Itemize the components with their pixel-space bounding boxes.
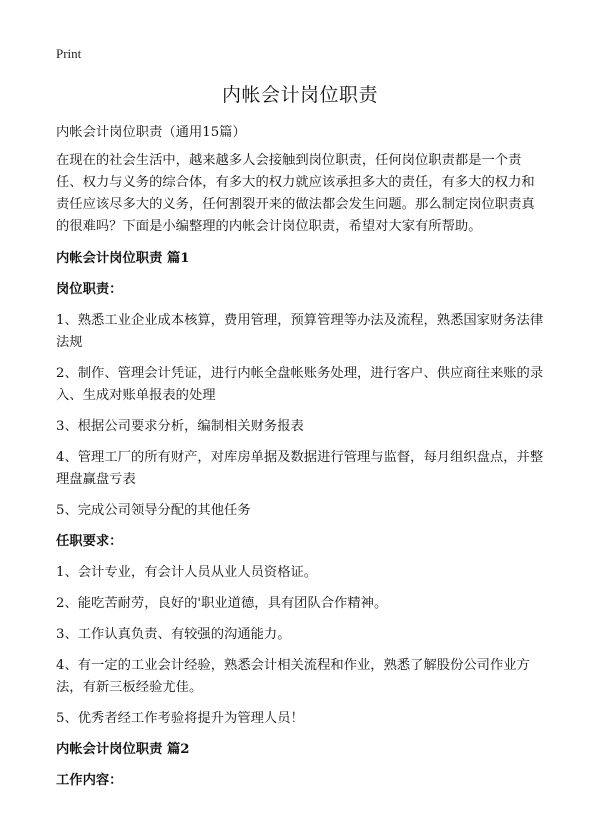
list-item-number: 4 、 bbox=[56, 450, 78, 465]
work-content-heading: 工作内容： bbox=[56, 773, 123, 788]
document-title: 内帐会计岗位职责 bbox=[221, 84, 378, 106]
requirements-list bbox=[56, 562, 546, 730]
list-item bbox=[56, 624, 546, 646]
intro-paragraph: 在现在的社会生活中，越来越多人会接触到岗位职责，任何岗位职责都是一个责任、权力与义务的综合体，有多大的权力就应该承担多大的责任，有多大的权力和责任应该尽多大的义务，任何割裂开来的做法都会发生问题。那么制定岗位职责真的很难吗？下面是小编整理的内帐会计岗位职责，希望对大家有所帮助。 bbox=[56, 153, 535, 234]
document-subtitle: 内帐会计岗位职责（通用15篇） bbox=[56, 125, 246, 140]
article-heading-1: 内帐会计岗位职责 篇1 bbox=[56, 251, 190, 266]
list-item bbox=[56, 363, 546, 407]
list-item-number: 3 、 bbox=[56, 419, 78, 434]
article-heading-2: 内帐会计岗位职责 篇2 bbox=[56, 742, 190, 757]
list-item bbox=[56, 593, 546, 615]
document-body bbox=[56, 122, 546, 801]
list-item-text: 完成公司领导分配的其他任务 bbox=[77, 503, 251, 518]
list-item-text: 制作、管理会计凭证，进行内帐全盘帐账务处理，进行客户、供应商往来账的录入、生成对账单报表的处理 bbox=[56, 366, 544, 403]
duties-heading: 岗位职责： bbox=[56, 282, 123, 297]
list-item-number: 5 、 bbox=[56, 503, 78, 518]
list-item bbox=[56, 310, 546, 354]
requirements-heading: 任职要求： bbox=[56, 534, 123, 549]
list-item bbox=[56, 655, 546, 699]
list-item-text: 能吃苦耐劳，良好的'职业道德，具有团队合作精神。 bbox=[77, 596, 388, 611]
list-item bbox=[56, 447, 546, 491]
print-label: Print bbox=[56, 46, 82, 61]
list-item-text: 熟悉工业企业成本核算，费用管理，预算管理等办法及流程，熟悉国家财务法律法规 bbox=[56, 313, 544, 350]
duties-list bbox=[56, 310, 546, 522]
list-item-number: 4 、 bbox=[56, 658, 78, 673]
list-item-text: 优秀者经工作考验将提升为管理人员！ bbox=[77, 711, 304, 726]
list-item-text: 工作认真负责、有较强的沟通能力。 bbox=[77, 627, 291, 642]
list-item-number: 2 、 bbox=[56, 366, 78, 381]
list-item-number: 5 、 bbox=[56, 711, 78, 726]
list-item bbox=[56, 562, 546, 584]
list-item-text: 管理工厂的所有财产，对库房单据及数据进行管理与监督，每月组织盘点，并整理盘赢盘亏表 bbox=[56, 450, 544, 487]
list-item-number: 2 、 bbox=[56, 596, 78, 611]
list-item-text: 根据公司要求分析，编制相关财务报表 bbox=[77, 419, 304, 434]
list-item bbox=[56, 416, 546, 438]
list-item-text: 有一定的工业会计经验，熟悉会计相关流程和作业，熟悉了解股份公司作业方法，有新三板经验尤佳。 bbox=[56, 658, 530, 695]
list-item-number: 3 、 bbox=[56, 627, 78, 642]
list-item-text: 会计专业，有会计人员从业人员资格证。 bbox=[77, 565, 318, 580]
list-item-number: 1 、 bbox=[56, 313, 78, 328]
list-item bbox=[56, 708, 546, 730]
list-item-number: 1 、 bbox=[56, 565, 78, 580]
list-item bbox=[56, 500, 546, 522]
